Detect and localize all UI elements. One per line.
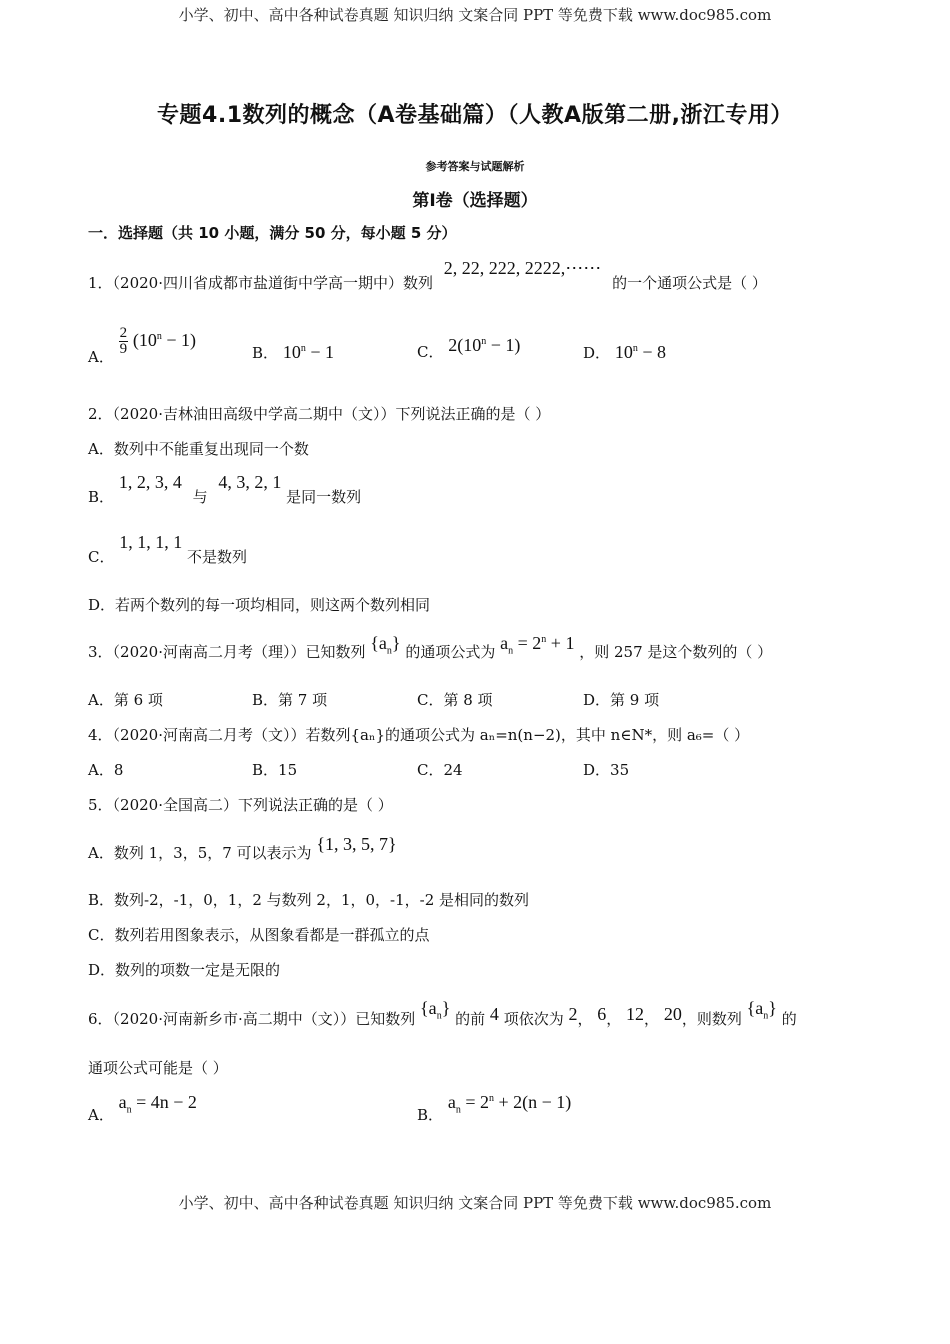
q5-stem: 5．（2020·全国高二）下列说法正确的是（ ） [88, 796, 393, 814]
page-footer: 小学、初中、高中各种试卷真题 知识归纳 文案合同 PPT 等免费下载 www.doc985.com [178, 1194, 772, 1212]
q1-stem: 1．（2020·四川省成都市盐道街中学高一期中）数列 2, 22, 222, 2222,⋯⋯ 的一个通项公式是（ ） [88, 258, 767, 292]
q3-option-d: D．第 9 项 [583, 691, 660, 709]
q4-option-a: A．8 [88, 761, 124, 779]
q5-option-b: B．数列-2，-1，0，1，2 与数列 2，1，0，-1，-2 是相同的数列 [88, 891, 530, 909]
q1-option-a: A． $\frac{2}{9}$ $(10^n - 1)$ [88, 325, 197, 366]
q1-option-d: D． $10^n - 8$ [583, 342, 666, 362]
q5-option-a: A．数列 1，3，5，7 可以表示为 {1, 3, 5, 7} [88, 834, 397, 862]
document-subtitle: 参考答案与试题解析 [425, 160, 525, 173]
q6-option-b: B． $a_n = 2^n + 2(n - 1)$ [417, 1092, 572, 1124]
section-heading: 一．选择题（共 10 小题，满分 50 分，每小题 5 分） [88, 224, 457, 242]
q1-option-c: C． $2(10^n - 1)$ [417, 335, 521, 361]
q3-option-b: B．第 7 项 [252, 691, 328, 709]
q4-option-d: D．35 [583, 761, 630, 779]
page-header: 小学、初中、高中各种试卷真题 知识归纳 文案合同 PPT 等免费下载 www.doc985.com [178, 6, 772, 24]
q3-option-c: C．第 8 项 [417, 691, 493, 709]
q3-sequence-set: $\{a_n\}$ [370, 633, 401, 657]
q3-option-a: A．第 6 项 [88, 691, 163, 709]
document-title: 专题4.1数列的概念（A卷基础篇）（人教A版第二册,浙江专用） [157, 103, 793, 128]
q4-option-c: C．24 [417, 761, 463, 779]
q6-option-a: A． $a_n = 4n - 2$ [88, 1092, 197, 1124]
q3-formula: $a_n = 2^n + 1$ [500, 633, 575, 657]
q4-stem: 4．（2020·河南高二月考（文））若数列{aₙ}的通项公式为 aₙ=n(n−2)，其中 n∈N*，则 a₆=（ ） [88, 726, 750, 744]
q6-stem-line2: 通项公式可能是（ ） [88, 1059, 228, 1077]
q3-stem: 3．（2020·河南高二月考（理））已知数列 $\{a_n\}$ 的通项公式为 $a_n = 2^n + 1$ ，则 257 是这个数列的（ ） [88, 633, 773, 661]
q6-sequence-set: $\{a_n\}$ [420, 998, 451, 1022]
q2-option-b: B． 1, 2, 3, 4 与 4, 3, 2, 1 是同一数列 [88, 472, 362, 506]
q6-sequence-set-2: $\{a_n\}$ [746, 998, 777, 1022]
q2-option-c: C． 1, 1, 1, 1 不是数列 [88, 532, 248, 566]
q5-option-d: D．数列的项数一定是无限的 [88, 961, 281, 979]
q1-sequence: 2, 22, 222, 2222,⋯⋯ [443, 258, 602, 278]
q1-option-b: B． $10^n - 1$ [252, 342, 334, 362]
q2-option-a: A．数列中不能重复出现同一个数 [88, 440, 309, 458]
q1-a-fraction: $\frac{2}{9}$ [119, 325, 128, 357]
q5-option-c: C．数列若用图象表示，从图象看都是一群孤立的点 [88, 926, 430, 944]
q6-stem: 6．（2020·河南新乡市·高二期中（文））已知数列 $\{a_n\}$ 的前 4 项依次为 2， 6， 12， 20，则数列 $\{a_n\}$ 的 [88, 998, 797, 1028]
q2-option-d: D．若两个数列的每一项均相同，则这两个数列相同 [88, 596, 431, 614]
q2-stem: 2．（2020·吉林油田高级中学高二期中（文））下列说法正确的是（ ） [88, 405, 551, 423]
part-heading: 第Ⅰ卷（选择题） [412, 191, 538, 211]
q4-option-b: B．15 [252, 761, 298, 779]
